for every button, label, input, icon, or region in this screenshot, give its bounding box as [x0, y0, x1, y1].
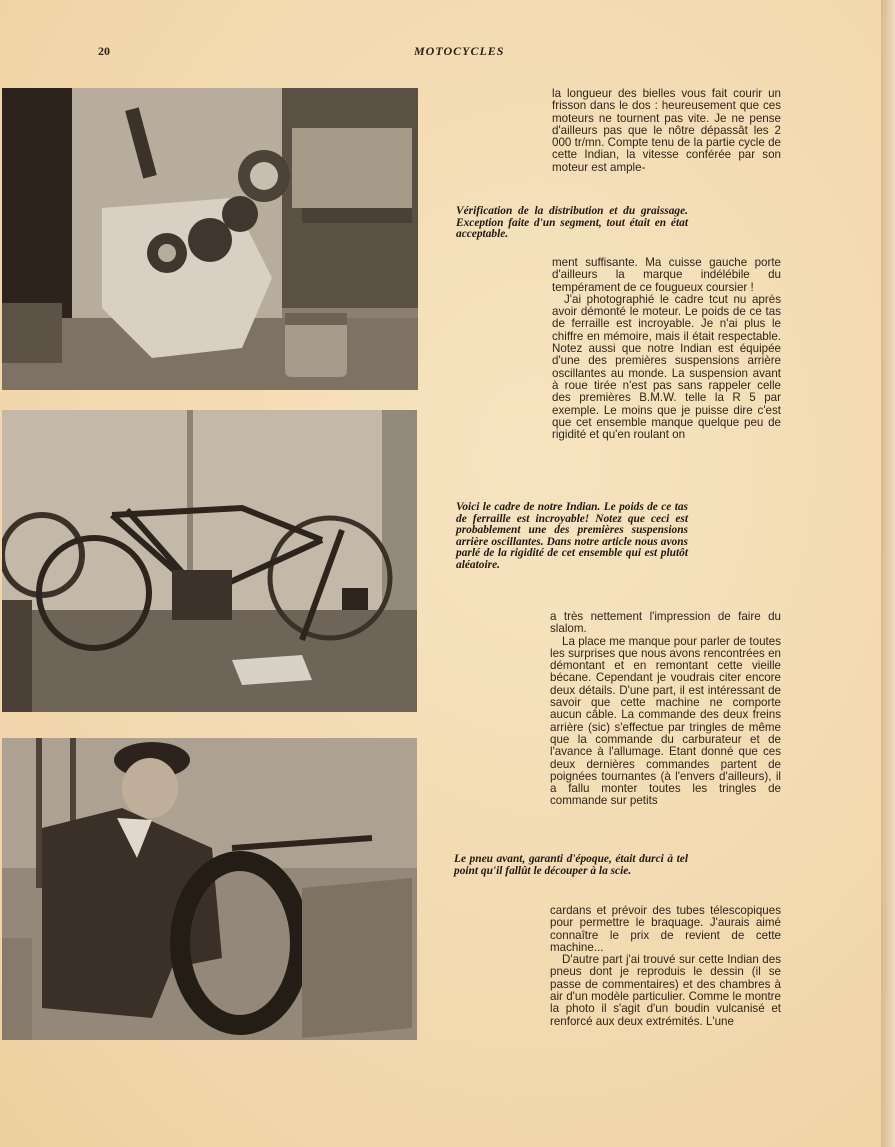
body-text-1: la longueur des bielles vous fait courir un frisson dans le dos : heureusement que ces moteurs ne tournent pas vite. Je ne pense d'ailleurs pas que le nôtre dépassât les 2 000 tr/mn. Compte tenu de la partie cycle de cette Indian, la vitesse conférée par son moteur est ample-: [552, 87, 781, 174]
caption-tire: Le pneu avant, garanti d'époque, était durci à tel point qu'il fallût le découper à la scie.: [454, 853, 688, 877]
tire-photo: [2, 738, 417, 1040]
caption-engine: Vérification de la distribution et du graissage. Exception faite d'un segment, tout était en état acceptable.: [456, 205, 688, 241]
body-text-4: cardans et prévoir des tubes télescopiques pour permettre le braquage. J'aurais aimé connaître le prix de revient de cette machine... D'autre part j'ai trouvé sur cette Indian des pneus dont je reproduis le dessin (il se passe de commentaires) et des chambres à air d'un modèle particulier. Comme le montre la photo il s'agit d'un boudin vulcanisé et renforcé aux deux extrémités. L'une: [550, 904, 781, 1028]
caption-frame: Voici le cadre de notre Indian. Le poids de ce tas de ferraille est incroyable! Notez que ceci est probablement une des premières suspensions arrière oscillantes. Dans notre article nous avons parlé de la rigidité de cet ensemble qui est plutôt aléatoire.: [456, 501, 688, 571]
magazine-title: MOTOCYCLES: [414, 44, 505, 58]
body-text-2: ment suffisante. Ma cuisse gauche porte d'ailleurs la marque indélébile du tempérament de ce fougueux coursier ! J'ai photographié le cadre tcut nu après avoir démonté le moteur. Le poids de ce tas de ferraille est incroyable. Je n'ai plus le chiffre en mémoire, mais il était respectable. Notez aussi que notre Indian est équipée d'une des premières suspensions arrière oscillantes au monde. La suspension avant à roue tirée n'est pas sans rappeler celle des premières B.M.W. telle la R 5 par exemple. Le moins que je puisse dire c'est que cet ensemble manque quelque peu de rigidité et qu'en roulant on: [552, 256, 781, 442]
engine-photo: [2, 88, 418, 390]
page-edge: [881, 0, 895, 1147]
body-text-3: a très nettement l'impression de faire du slalom. La place me manque pour parler de toutes les surprises que nous avons rencontrées en démontant et en remontant cette vieille bécane. Cependant je voudrais citer encore deux détails. D'une part, il est intéressant de savoir que cette machine ne comporte aucun câble. La commande des deux freins arrière (sic) s'effectue par tringles de même que la commande du carburateur et de l'avance à l'allumage. Etant donné que ces deux dernières commandes partent de poignées tournantes (à l'envers d'ailleurs), il a fallu monter toutes les tringles de commande sur petits: [550, 610, 781, 808]
frame-photo: [2, 410, 417, 712]
page-number: 20: [98, 44, 110, 58]
